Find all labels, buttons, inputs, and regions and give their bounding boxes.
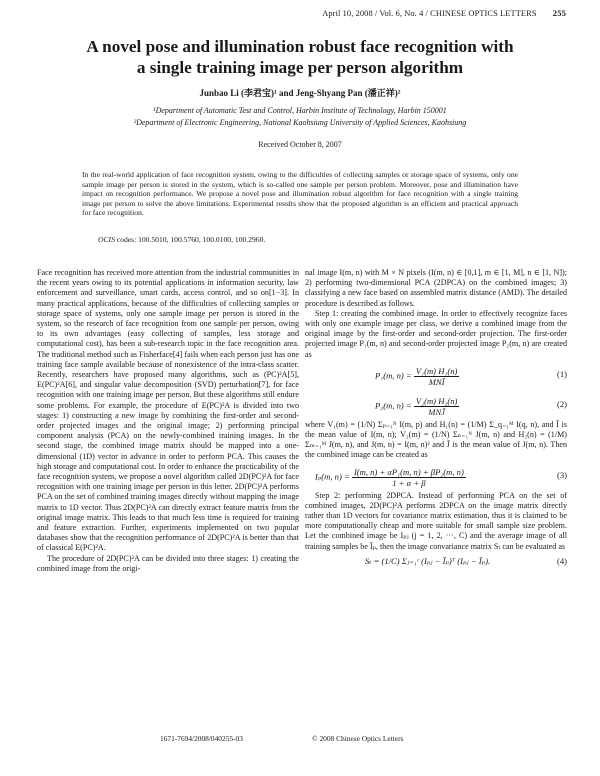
eq1-fraction: [414, 366, 460, 387]
page-number: 255: [552, 8, 566, 18]
eq2-fraction: [414, 396, 460, 417]
abstract: In the real-world application of face recognition system, owing to the difficulties of collecting samples or storage space of systems, only one sample image per person is stored in the system, which is so-called one sample per person problem. Moreover, pose and illumination have impact on recognition performance. We propose a novel pose and illumination robust algorithm for face recognition with a single training image per person to solve the above limitations. Experimental results show that the proposed algorithm is an efficient and practical approach for face recognition.: [82, 170, 518, 218]
footer-issn: 1671-7694/2008/040255-03: [160, 734, 243, 743]
title-line-2: a single training image per person algorithm: [136, 58, 464, 77]
eq2-lhs: P₂(m, n) =: [375, 400, 412, 411]
eq1-lhs: P₁(m, n) =: [375, 370, 412, 381]
footer-copyright: © 2008 Chinese Optics Letters: [312, 734, 404, 743]
eq3-numerator: I(m, n) + αP₁(m, n) + βP₂(m, n): [353, 466, 464, 477]
step1-paragraph: Step 1: creating the combined image. In order to effectively recognize faces with only one example image per class, we derive a combined image from the original image by the first-order and second-order projection. The first-order projected image P₁(m, n) and second-order projected image P₂(m, n) are created as: [305, 308, 567, 359]
eq3-denominator: 1 + α + β: [392, 477, 426, 488]
step2-paragraph: Step 2: performing 2DPCA. Instead of performing PCA on the set of combined images, 2D(PC)²A performs 2DPCA on the image matrix directly rather than 1D vectors for covariance matrix estimation, thus it is claimed to be more computationally cheap and more suitable for small sample size problem. Let the combined image be Iₚⱼ (j = 1, 2, ···, C) and the average image of all training samples be Īₚ, then the image convariance matrix Sₜ can be evaluated as: [305, 490, 567, 551]
title-line-1: A novel pose and illumination robust face recognition with: [86, 37, 514, 56]
equation-4: [305, 552, 567, 574]
equation-3: [305, 461, 567, 491]
eq2-denominator: MNJ̄: [428, 407, 445, 418]
paper-title: [20, 36, 580, 78]
eq1-numerator: V₁(m) H₁(n): [415, 365, 458, 376]
equation-1: [305, 360, 567, 390]
equation-2: [305, 390, 567, 420]
eq3-lhs: Iₚ(m, n) =: [315, 471, 350, 482]
right-paragraph-1: nal image I(m, n) with M × N pixels (I(m, n) ∈ [0,1], m ∈ [1, M], n ∈ [1, N]); 2) performing two-dimensional PCA (2DPCA) on the combined images; 3) classifying a new face based on assembled matrix distance (AMD). The detailed procedure is described as follows.: [305, 268, 567, 308]
ocis-codes: [98, 235, 265, 244]
affiliation-1: ¹Department of Automatic Test and Control, Harbin Institute of Technology, Harbin 150001: [153, 106, 447, 115]
eq2-numerator: V₂(m) H₂(n): [415, 395, 458, 406]
intro-paragraph: Face recognition has received more attention from the industrial communities in the recent years owing to its potential applications in information security, law enforcement and surveillance, smart cards, access control, and so on[1−3]. In many practical applications, because of the difficulties of collecting samples or storage space of systems, only one sample image per person is stored in the system, so the research of face recognition from one sample per person, owing to its own advantages (easy collecting of samples, less storage and computational cost), has been a sub-research topic in the face recognition area. The traditional method such as Fisherface[4] fails when each person just has one training face sample available because of nonexistence of the intra-class scatter. Recently, researchers have proposed many algorithms, such as (PC)²A[5], E(PC)²A[6], and singular value decomposition (SVD) perturbation[7], for face recognition with one training image per person. But these algorithms still endure some problems. For example, the procedure of E(PC)²A is divided into two stages: 1) constructing a new image by combining the first-order and second-order projected images and the original image; 2) performing principal component analysis (PCA) on the newly-combined training images. In the second stage, the combined image matrix should be mapped into a one-dimensional (1D) vector in advance in order to perform PCA. This causes the high storage and computational cost. In order to enhance the practicability of the face recognition system, we propose a novel algorithm called 2D(PC)²A for face recognition with one training image per person in this letter. 2D(PC)²A performs PCA on the set of combined training images directly without mapping the image matrix to 1D vector. Thus 2D(PC)²A can directly extract feature matrix from the original image matrix. This leads to that much less time is required for training and feature extraction. Further, experiments implemented on two popular databases show that the recognition performance of 2D(PC)²A is better than that of classical E(PC)²A.: [37, 268, 299, 553]
left-column: [37, 268, 299, 574]
ocis-text: codes: 100.5010, 100.5760, 100.0100, 100.2960.: [116, 235, 266, 244]
procedure-paragraph: The procedure of 2D(PC)²A can be divided into three stages: 1) creating the combined image from the origi-: [37, 553, 299, 573]
ocis-label: OCIS: [98, 235, 115, 244]
definitions-paragraph: where V₁(m) = (1/N) Σₚ₌₁ᴺ I(m, p) and H₁(n) = (1/M) Σ_q₌₁ᴹ I(q, n), and Ī is the mean value of I(m, n); V₂(m) = (1/N) Σₙ₌₁ᴺ J(m, n) and H₂(n) = (1/M) Σₘ₌₁ᴹ J(m, n), and J(m, n) = I(m, n)² and J̄ is the mean value of J(m, n). Then the combined image can be created as: [305, 419, 567, 460]
eq3-fraction: [352, 467, 466, 488]
right-column: [305, 268, 567, 574]
running-title: April 10, 2008 / Vol. 6, No. 4 / CHINESE OPTICS LETTERS: [322, 9, 537, 18]
received-date: Received October 8, 2007: [258, 140, 342, 149]
eq3-number: (3): [556, 469, 567, 480]
eq4-body: Sₜ = (1/C) Σⱼ₌₁ᶜ (Iₚⱼ − Īₚ)ᵀ (Iₚⱼ − Īₚ).: [365, 555, 491, 566]
eq4-number: (4): [556, 555, 567, 566]
eq1-denominator: MNĪ: [428, 377, 445, 388]
eq1-number: (1): [556, 368, 567, 379]
author-list: Junbao Li (李君宝)¹ and Jeng-Shyang Pan (潘正祥)²: [199, 88, 401, 98]
affiliation-2: ²Department of Electronic Engineering, National Kaohsiung University of Applied Sciences, Kaohsiung: [133, 118, 467, 127]
running-header: [322, 8, 566, 18]
eq2-number: (2): [556, 398, 567, 409]
